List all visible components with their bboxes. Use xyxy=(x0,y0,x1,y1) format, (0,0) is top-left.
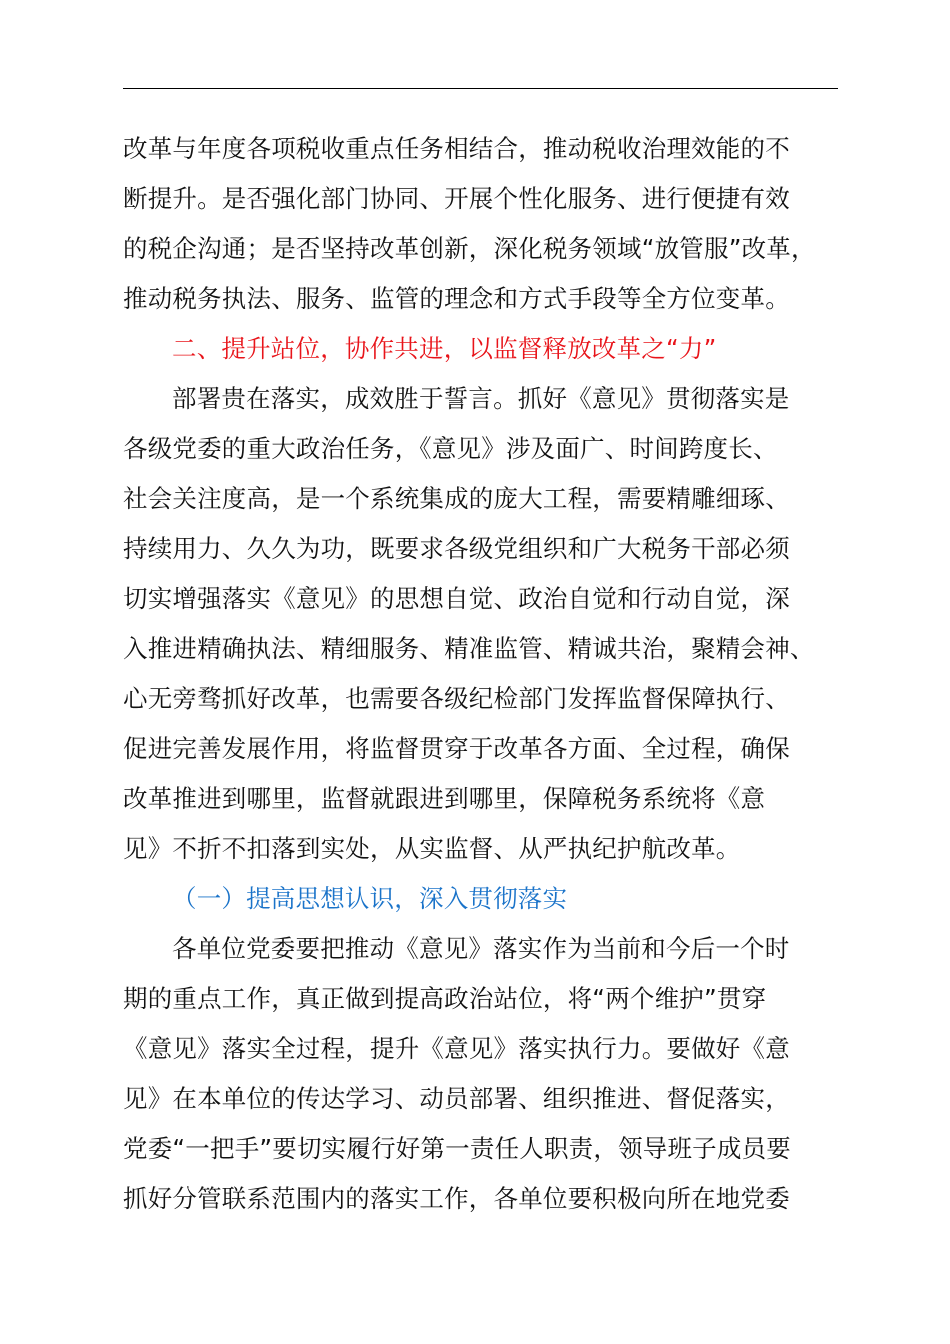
paragraph-line: 的税企沟通；是否坚持改革创新，深化税务领域“放管服”改革， xyxy=(123,234,816,263)
paragraph-line: 切实增强落实《意见》的思想自觉、政治自觉和行动自觉，深 xyxy=(123,584,790,613)
paragraph-line: 心无旁骛抓好改革，也需要各级纪检部门发挥监督保障执行、 xyxy=(123,684,790,713)
paragraph-line: 改革与年度各项税收重点任务相结合，推动税收治理效能的不 xyxy=(123,134,790,163)
header-rule xyxy=(123,88,838,89)
paragraph-line: 推动税务执法、服务、监管的理念和方式手段等全方位变革。 xyxy=(123,284,790,313)
paragraph-line: 党委“一把手”要切实履行好第一责任人职责，领导班子成员要 xyxy=(123,1134,791,1163)
paragraph-line: 持续用力、久久为功，既要求各级党组织和广大税务干部必须 xyxy=(123,534,790,563)
paragraph-line: 社会关注度高，是一个系统集成的庞大工程，需要精雕细琢、 xyxy=(123,484,790,513)
paragraph-line: 改革推进到哪里，监督就跟进到哪里，保障税务系统将《意 xyxy=(123,784,766,813)
paragraph-line: 抓好分管联系范围内的落实工作，各单位要积极向所在地党委 xyxy=(123,1184,790,1213)
paragraph-line: 入推进精确执法、精细服务、精准监管、精诚共治，聚精会神、 xyxy=(123,634,815,663)
document-body xyxy=(123,124,843,1224)
paragraph-line: 期的重点工作，真正做到提高政治站位，将“两个维护”贯穿 xyxy=(123,984,767,1013)
paragraph-line: 断提升。是否强化部门协同、开展个性化服务、进行便捷有效 xyxy=(123,184,790,213)
section-heading-2: 二、提升站位，协作共进，以监督释放改革之“力” xyxy=(172,334,717,363)
paragraph-line: 部署贵在落实，成效胜于誓言。抓好《意见》贯彻落实是 xyxy=(172,384,790,413)
paragraph-line: 见》在本单位的传达学习、动员部署、组织推进、督促落实， xyxy=(123,1084,790,1113)
paragraph-line: 各级党委的重大政治任务，《意见》涉及面广、时间跨度长、 xyxy=(123,434,778,463)
paragraph-line: 见》不折不扣落到实处，从实监督、从严执纪护航改革。 xyxy=(123,834,741,863)
paragraph-line: 各单位党委要把推动《意见》落实作为当前和今后一个时 xyxy=(172,934,790,963)
subsection-heading-1: （一）提高思想认识，深入贯彻落实 xyxy=(172,884,568,913)
paragraph-line: 《意见》落实全过程，提升《意见》落实执行力。要做好《意 xyxy=(123,1034,790,1063)
paragraph-line: 促进完善发展作用，将监督贯穿于改革各方面、全过程，确保 xyxy=(123,734,790,763)
